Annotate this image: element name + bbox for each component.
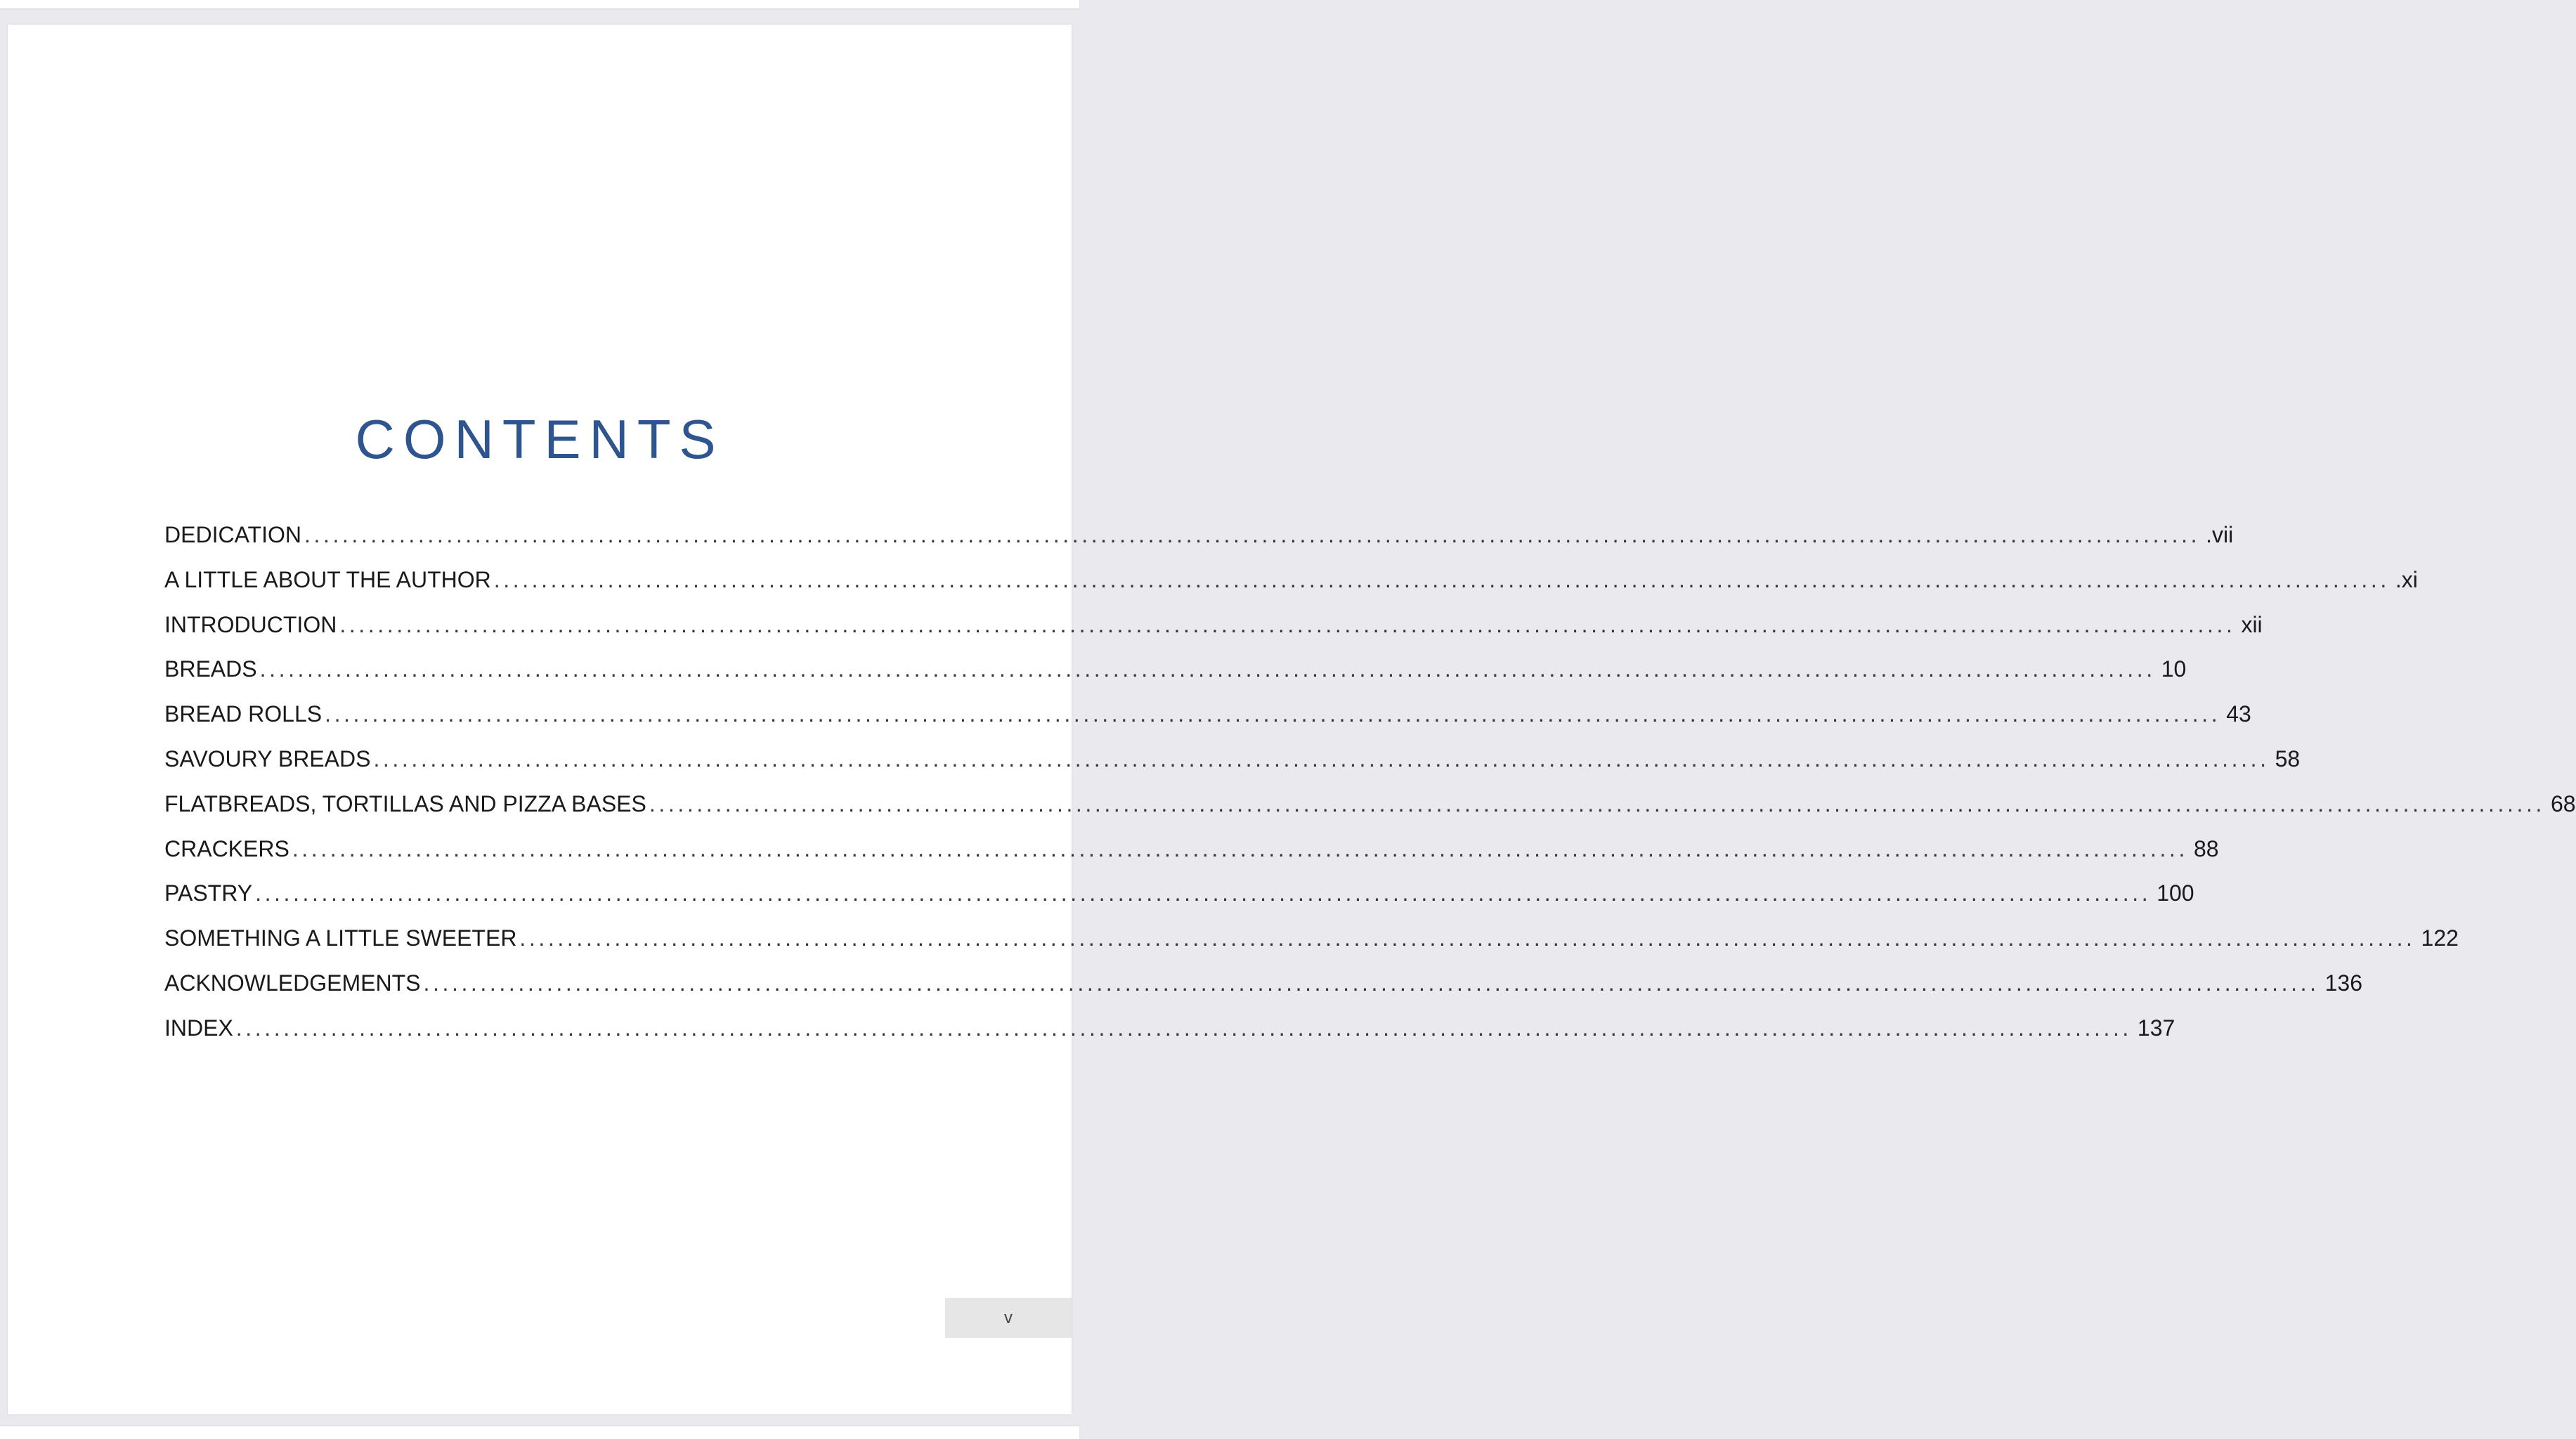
toc-entry[interactable] <box>164 880 2194 925</box>
toc-dot-leader: ........................................................................................................................................................................................................ <box>649 790 2545 816</box>
toc-entry-label: CRACKERS <box>164 835 290 861</box>
toc-entry-page: 137 <box>2137 1015 2175 1041</box>
toc-entry[interactable] <box>164 566 2418 612</box>
next-page-edge <box>0 1426 1079 1439</box>
toc-entry-label: FLATBREADS, TORTILLAS AND PIZZA BASES <box>164 790 646 816</box>
toc-entry-page: 122 <box>2421 925 2459 951</box>
toc-entry-page: 58 <box>2275 745 2301 771</box>
toc-dot-leader: ........................................................................................................................................................................................................ <box>339 611 2236 637</box>
toc-entry-label: SOMETHING A LITTLE SWEETER <box>164 925 517 951</box>
previous-page-edge <box>0 0 1079 8</box>
toc-dot-leader: ........................................................................................................................................................................................................ <box>325 701 2221 727</box>
toc-entry[interactable] <box>164 656 2187 701</box>
toc-entry[interactable] <box>164 1015 2175 1060</box>
toc-entry[interactable] <box>164 835 2219 881</box>
toc-dot-leader: ........................................................................................................................................................................................................ <box>255 880 2152 906</box>
table-of-contents <box>164 522 2576 1060</box>
toc-entry-page: 43 <box>2226 701 2251 727</box>
toc-entry[interactable] <box>164 790 2576 836</box>
page-title: CONTENTS <box>355 408 724 470</box>
toc-entry-page: 10 <box>2161 656 2187 682</box>
toc-entry-label: BREAD ROLLS <box>164 701 323 727</box>
page-number: v <box>945 1298 1072 1338</box>
toc-entry[interactable] <box>164 701 2251 746</box>
toc-entry[interactable] <box>164 745 2301 791</box>
toc-entry-label: DEDICATION <box>164 522 301 547</box>
toc-entry[interactable] <box>164 522 2234 567</box>
toc-dot-leader: ........................................................................................................................................................................................................ <box>373 745 2270 771</box>
toc-entry[interactable] <box>164 611 2263 657</box>
toc-entry-label: SAVOURY BREADS <box>164 745 371 771</box>
toc-entry-page: 136 <box>2324 970 2362 996</box>
toc-dot-leader: ........................................................................................................................................................................................................ <box>304 522 2201 547</box>
toc-entry-label: ACKNOWLEDGEMENTS <box>164 970 421 996</box>
toc-dot-leader: ........................................................................................................................................................................................................ <box>423 970 2320 996</box>
toc-entry-label: INTRODUCTION <box>164 611 337 637</box>
toc-dot-leader: ........................................................................................................................................................................................................ <box>292 835 2188 861</box>
toc-entry-page: 88 <box>2193 835 2219 861</box>
toc-dot-leader: ........................................................................................................................................................................................................ <box>519 925 2416 951</box>
toc-entry-label: A LITTLE ABOUT THE AUTHOR <box>164 566 491 592</box>
toc-entry-label: INDEX <box>164 1015 233 1041</box>
toc-entry[interactable] <box>164 925 2459 970</box>
toc-dot-leader: ........................................................................................................................................................................................................ <box>235 1015 2132 1041</box>
toc-entry-label: PASTRY <box>164 880 253 906</box>
toc-dot-leader: ........................................................................................................................................................................................................ <box>259 656 2156 682</box>
toc-entry-page: 100 <box>2157 880 2194 906</box>
toc-entry-page: 68 <box>2550 790 2576 816</box>
toc-entry-page: xii <box>2241 611 2263 637</box>
document-page <box>8 25 2576 1414</box>
toc-entry-page: .xi <box>2395 566 2418 592</box>
toc-entry-page: .vii <box>2206 522 2234 547</box>
toc-entry[interactable] <box>164 970 2362 1015</box>
toc-entry-label: BREADS <box>164 656 257 682</box>
toc-dot-leader: ........................................................................................................................................................................................................ <box>493 566 2390 592</box>
